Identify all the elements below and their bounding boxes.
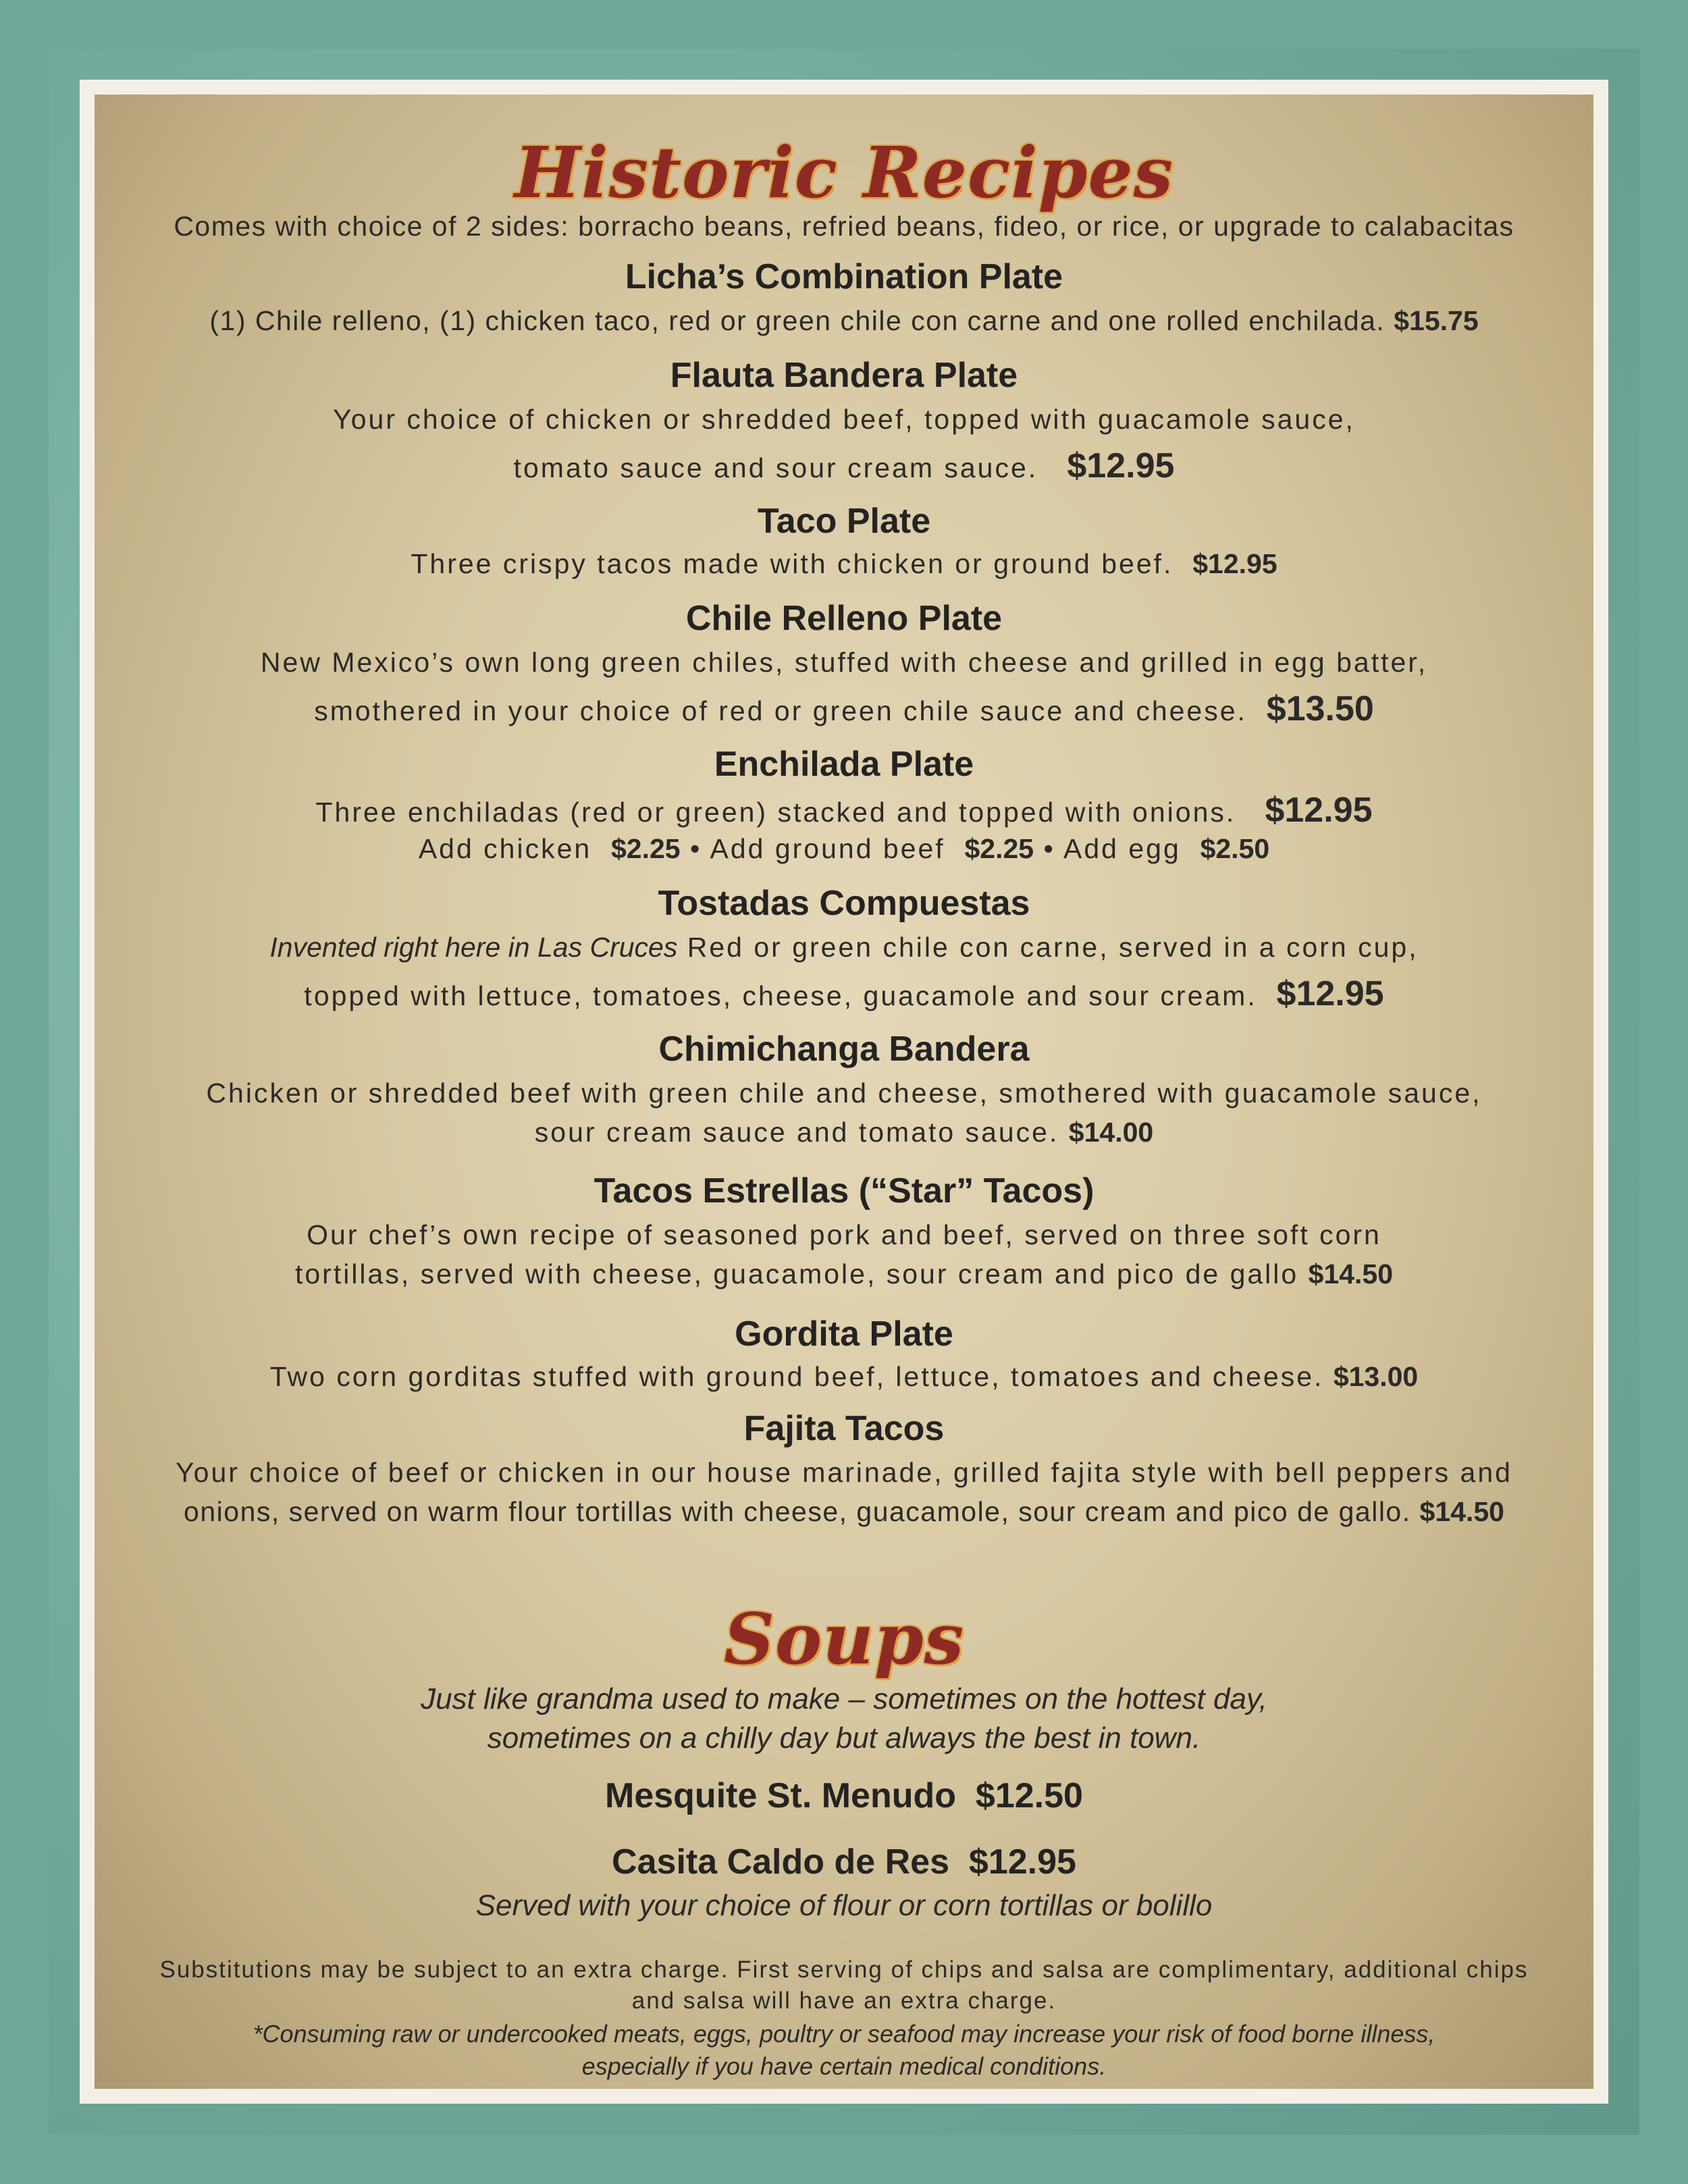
item-title: Taco Plate: [757, 502, 931, 541]
item-price: $12.95: [1276, 974, 1384, 1013]
footer-note: Substitutions may be subject to an extra charge. First serving of chips and salsa are complimentary, additional chips: [159, 1956, 1529, 1983]
item-intro: Invented right here in Las Cruces: [269, 932, 678, 963]
item-price: $12.95: [1265, 791, 1373, 830]
soups-intro: sometimes on a chilly day but always the best in town.: [487, 1722, 1201, 1755]
item-title: Gordita Plate: [735, 1314, 953, 1354]
item-description: tomato sauce and sour cream sauce. $12.95: [513, 446, 1175, 485]
item-price: $12.95: [1067, 446, 1175, 485]
soup-item: Mesquite St. Menudo $12.50: [605, 1776, 1083, 1815]
item-description: sour cream sauce and tomato sauce. $14.00: [534, 1117, 1154, 1148]
item-price: $13.00: [1333, 1361, 1419, 1392]
item-title: Licha’s Combination Plate: [625, 257, 1063, 296]
item-description: Your choice of beef or chicken in our house marinade, grilled fajita style with bell peppers and: [176, 1457, 1512, 1488]
item-title: Chile Relleno Plate: [685, 599, 1003, 638]
item-title: Fajita Tacos: [743, 1409, 945, 1448]
item-price: $12.50: [975, 1776, 1083, 1815]
item-title: Tacos Estrellas (“Star” Tacos): [594, 1171, 1094, 1210]
item-description: Three enchiladas (red or green) stacked and topped with onions. $12.95: [315, 791, 1373, 830]
item-title: Enchilada Plate: [714, 745, 974, 784]
item-price: $14.00: [1068, 1117, 1154, 1148]
soup-note: Served with your choice of flour or corn tortillas or bolillo: [475, 1889, 1213, 1922]
item-description: Our chef’s own recipe of seasoned pork and beef, served on three soft corn: [307, 1219, 1381, 1250]
item-price: $15.75: [1394, 305, 1479, 336]
item-title: Flauta Bandera Plate: [670, 356, 1018, 395]
item-description: smothered in your choice of red or green chile sauce and cheese. $13.50: [314, 689, 1374, 728]
item-price: $13.50: [1266, 689, 1374, 728]
item-description: Two corn gorditas stuffed with ground beef, lettuce, tomatoes and cheese. $13.00: [269, 1361, 1419, 1392]
footer-note: and salsa will have an extra charge.: [631, 1988, 1057, 2014]
item-description: New Mexico’s own long green chiles, stuffed with cheese and grilled in egg batter,: [260, 647, 1428, 678]
item-title: Tostadas Compuestas: [658, 884, 1030, 923]
soup-item: Casita Caldo de Res $12.95: [612, 1842, 1076, 1882]
item-price: $14.50: [1308, 1258, 1394, 1289]
food-warning: *Consuming raw or undercooked meats, eggs, poultry or seafood may increase your risk of food borne illness,: [253, 2020, 1435, 2048]
item-description: Three crispy tacos made with chicken or ground beef. $12.95: [411, 548, 1277, 579]
item-description: Invented right here in Las Cruces Red or green chile con carne, served in a corn cup,: [269, 932, 1419, 963]
item-description: topped with lettuce, tomatoes, cheese, guacamole and sour cream. $12.95: [304, 974, 1384, 1013]
item-description: tortillas, served with cheese, guacamole, sour cream and pico de gallo $14.50: [294, 1258, 1394, 1289]
enchilada-addons: Add chicken $2.25 • Add ground beef $2.25 • Add egg $2.50: [418, 833, 1270, 864]
food-warning: especially if you have certain medical conditions.: [581, 2052, 1107, 2080]
item-title: Chimichanga Bandera: [658, 1030, 1030, 1069]
item-price: $12.95: [1192, 548, 1277, 579]
menu-page: [95, 95, 1593, 2089]
item-description: onions, served on warm flour tortillas with cheese, guacamole, sour cream and pico de gallo. $14.50: [184, 1496, 1504, 1527]
soups-title: Soups: [723, 1597, 965, 1680]
historic-sides-note: Comes with choice of 2 sides: borracho beans, refried beans, fideo, or rice, or upgrade to calabacitas: [174, 211, 1514, 242]
item-description: Chicken or shredded beef with green chile and cheese, smothered with guacamole sauce,: [206, 1077, 1482, 1109]
item-description: (1) Chile relleno, (1) chicken taco, red or green chile con carne and one rolled enchilada. $15.75: [209, 305, 1479, 336]
item-price: $12.95: [968, 1842, 1076, 1882]
item-description: Your choice of chicken or shredded beef, topped with guacamole sauce,: [333, 404, 1355, 435]
item-price: $14.50: [1419, 1496, 1504, 1527]
soups-intro: Just like grandma used to make – sometimes on the hottest day,: [421, 1682, 1267, 1715]
historic-recipes-title: Historic Recipes: [514, 131, 1174, 214]
